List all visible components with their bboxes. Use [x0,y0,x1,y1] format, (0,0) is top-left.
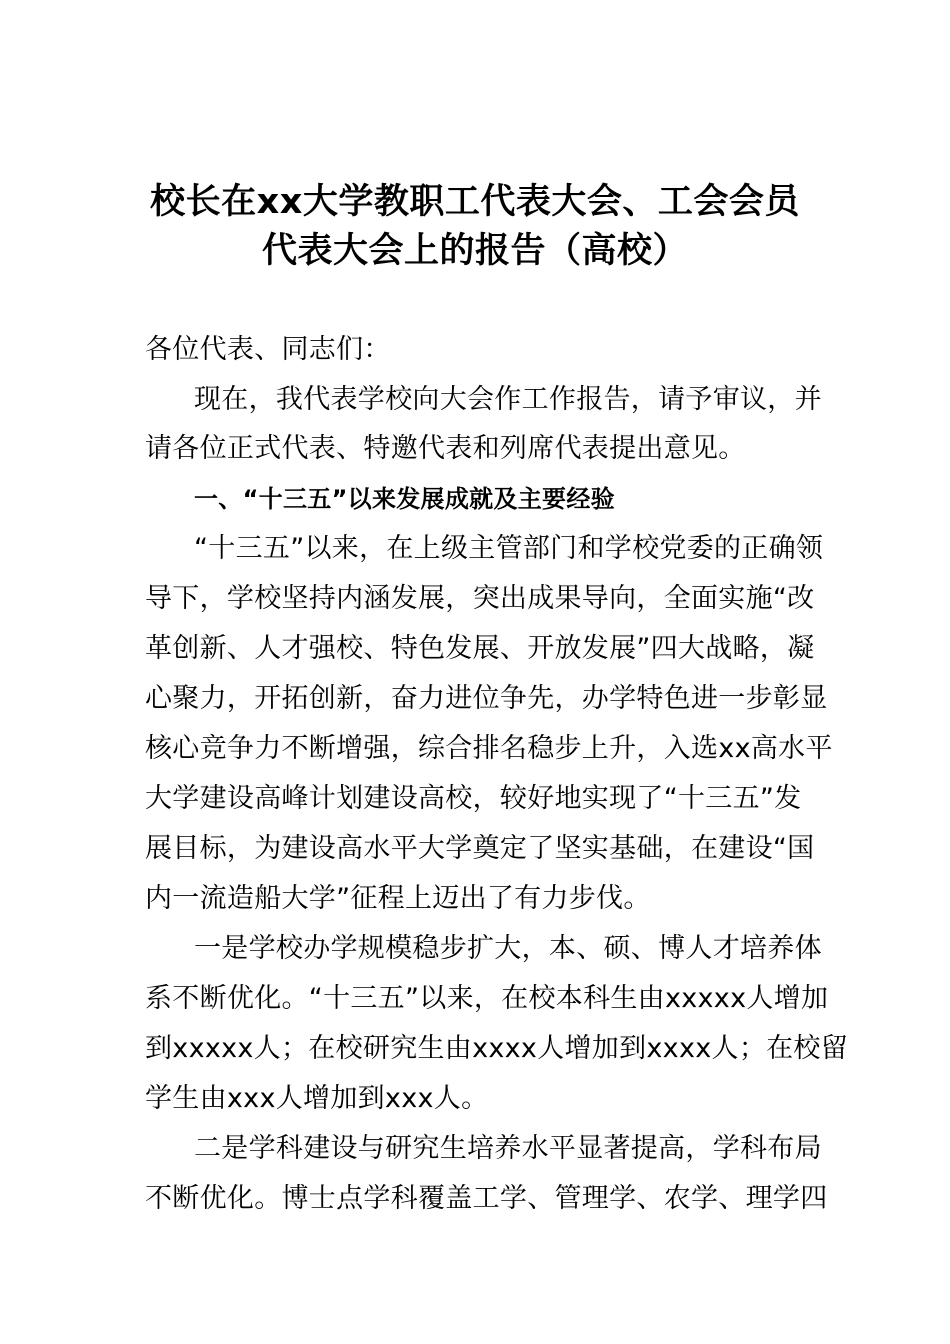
paragraph-line: 学生由xxx人增加到xxx人。 [145,1083,489,1114]
paragraph-line: 核心竞争力不断增强，综合排名稳步上升，入选xx高水平 [145,733,833,764]
paragraph-line: 大学建设高峰计划建设高校，较好地实现了“十三五”发 [145,783,802,814]
salutation: 各位代表、同志们： [145,334,391,365]
paragraph-line: 到xxxxx人；在校研究生由xxxx人增加到xxxx人；在校留 [145,1033,849,1064]
section-heading: 一、“十三五”以来发展成就及主要经验 [194,485,615,513]
paragraph-line: 一是学校办学规模稳步扩大，本、硕、博人才培养体 [194,933,822,964]
paragraph-line: 革创新、人才强校、特色发展、开放发展”四大战略，凝 [145,633,815,664]
paragraph-line: 系不断优化。“十三五”以来，在校本科生由xxxxx人增加 [145,983,829,1014]
paragraph-line: 心聚力，开拓创新，奋力进位争先，办学特色进一步彰显 [145,683,828,714]
paragraph-line: 内一流造船大学”征程上迈出了有力步伐。 [145,883,651,914]
paragraph-line: 导下，学校坚持内涵发展，突出成果导向，全面实施“改 [145,583,815,614]
paragraph-line: 现在，我代表学校向大会作工作报告，请予审议，并 [194,384,822,415]
document-title-line-1: 校长在xx大学教职工代表大会、工会会员 [150,182,800,222]
paragraph-line: 不断优化。博士点学科覆盖工学、管理学、农学、理学四 [145,1183,828,1214]
paragraph-line: 展目标，为建设高水平大学奠定了坚实基础，在建设“国 [145,833,815,864]
paragraph-line: 二是学科建设与研究生培养水平显著提高，学科布局 [194,1133,822,1164]
paragraph-line: 请各位正式代表、特邀代表和列席代表提出意见。 [145,433,746,464]
paragraph-line: “十三五”以来，在上级主管部门和学校党委的正确领 [194,533,824,564]
document-title-line-2: 代表大会上的报告（高校） [261,231,688,271]
